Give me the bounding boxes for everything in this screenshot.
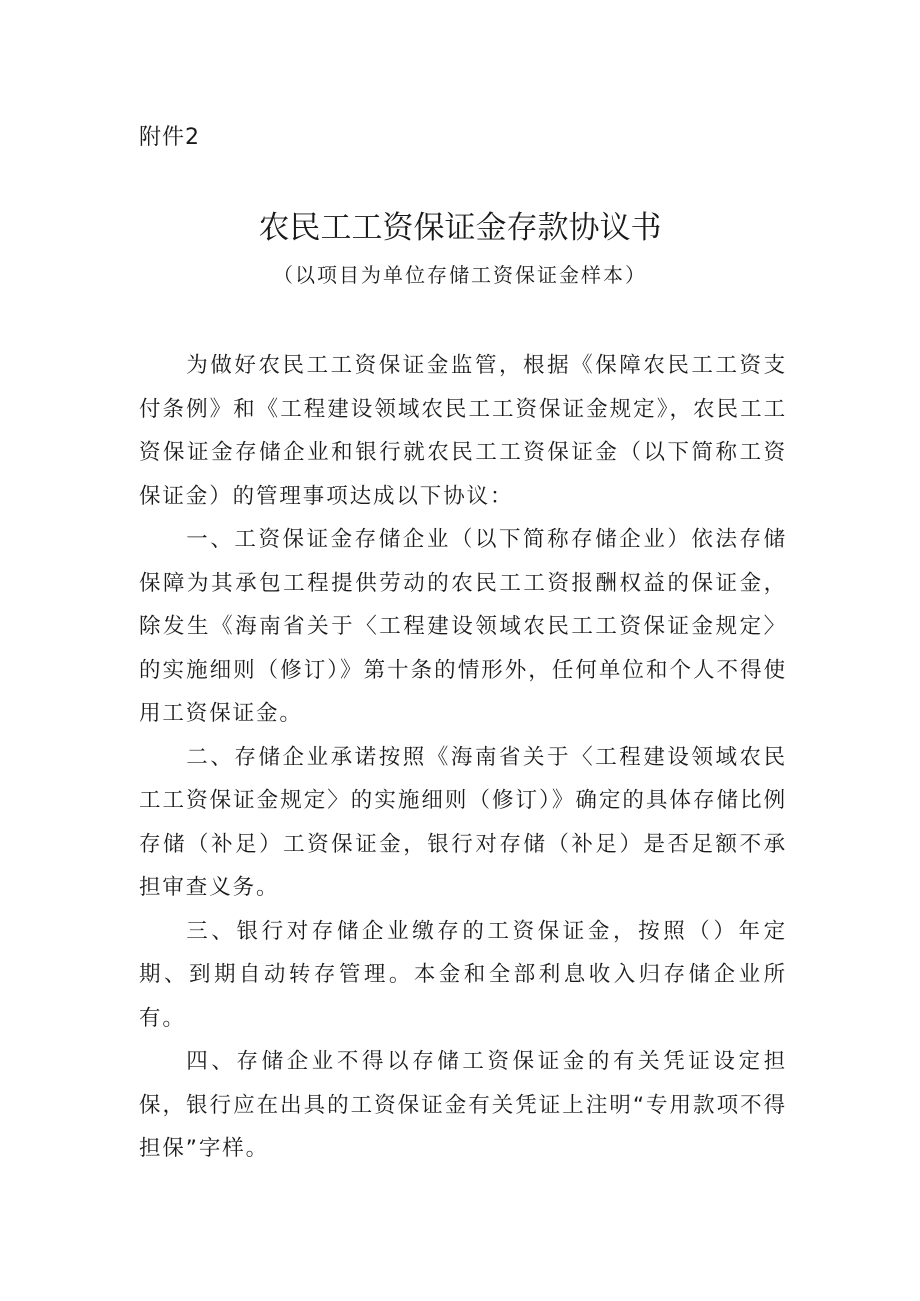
paragraph-clause-3: 三、银行对存储企业缴存的工资保证金，按照（）年定期、到期自动转存管理。本金和全部利息收入归存储企业所有。	[139, 918, 787, 1031]
document-title: 农民工工资保证金存款协议书	[258, 210, 662, 246]
document-body	[139, 344, 787, 1171]
paragraph-clause-1: 一、工资保证金存储企业（以下简称存储企业）依法存储保障为其承包工程提供劳动的农民工工资报酬权益的保证金，除发生《海南省关于〈工程建设领域农民工工资保证金规定〉的实施细则（修订）》第十条的情形外，任何单位和个人不得使用工资保证金。	[139, 527, 787, 726]
paragraph-clause-2: 二、存储企业承诺按照《海南省关于〈工程建设领域农民工工资保证金规定〉的实施细则（修订）》确定的具体存储比例存储（补足）工资保证金，银行对存储（补足）是否足额不承担审查义务。	[139, 744, 787, 900]
paragraph-clause-4: 四、存储企业不得以存储工资保证金的有关凭证设定担保，银行应在出具的工资保证金有关凭证上注明“专用款项不得担保”字样。	[139, 1049, 787, 1161]
document-subtitle: （以项目为单位存储工资保证金样本）	[273, 263, 647, 287]
attachment-label: 附件2	[139, 125, 200, 150]
paragraph-preamble: 为做好农民工工资保证金监管，根据《保障农民工工资支付条例》和《工程建设领域农民工工资保证金规定》，农民工工资保证金存储企业和银行就农民工工资保证金（以下简称工资保证金）的管理事项达成以下协议：	[139, 353, 787, 509]
